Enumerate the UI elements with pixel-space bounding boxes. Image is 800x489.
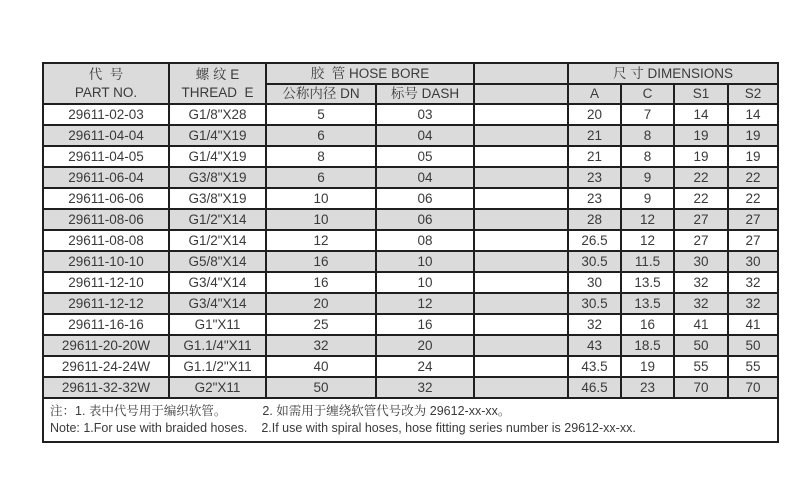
cell-dash: 24 — [376, 356, 474, 377]
cell-part-no: 29611-02-03 — [43, 104, 169, 125]
cell-dim-c: 8 — [621, 146, 674, 167]
cell-dn: 12 — [266, 230, 376, 251]
cell-dim-a: 46.5 — [568, 377, 621, 398]
cell-dn: 6 — [266, 125, 376, 146]
cell-dn: 5 — [266, 104, 376, 125]
note-zh-2: 2. 如需用于缠绕软管代号改为 29612-xx-xx。 — [262, 403, 511, 418]
cell-dim-s1: 22 — [674, 167, 728, 188]
header-dim-s1: S1 — [674, 84, 728, 104]
cell-dim-s1: 27 — [674, 230, 728, 251]
cell-part-no: 29611-08-06 — [43, 209, 169, 230]
cell-dn: 8 — [266, 146, 376, 167]
cell-blank — [474, 272, 568, 293]
cell-blank — [474, 209, 568, 230]
cell-dn: 16 — [266, 272, 376, 293]
cell-dim-s1: 41 — [674, 314, 728, 335]
cell-dim-s1: 14 — [674, 104, 728, 125]
cell-blank — [474, 377, 568, 398]
cell-dim-a: 21 — [568, 125, 621, 146]
cell-thread: G3/8"X19 — [169, 188, 266, 209]
cell-dim-s1: 50 — [674, 335, 728, 356]
table-row — [43, 293, 778, 314]
header-dim-c: C — [621, 84, 674, 104]
table-row — [43, 230, 778, 251]
cell-part-no: 29611-24-24W — [43, 356, 169, 377]
cell-dim-s2: 27 — [728, 209, 778, 230]
cell-thread: G3/8"X19 — [169, 167, 266, 188]
cell-blank — [474, 104, 568, 125]
cell-dn: 20 — [266, 293, 376, 314]
cell-dim-a: 28 — [568, 209, 621, 230]
cell-blank — [474, 335, 568, 356]
table-header — [43, 63, 778, 104]
cell-blank — [474, 125, 568, 146]
cell-blank — [474, 251, 568, 272]
cell-dn: 50 — [266, 377, 376, 398]
cell-dash: 06 — [376, 188, 474, 209]
cell-dim-s2: 22 — [728, 167, 778, 188]
cell-dim-c: 13.5 — [621, 272, 674, 293]
cell-dim-s1: 32 — [674, 272, 728, 293]
cell-thread: G1/2"X14 — [169, 230, 266, 251]
table-body — [43, 104, 778, 398]
cell-dim-s2: 14 — [728, 104, 778, 125]
cell-dash: 10 — [376, 272, 474, 293]
cell-dash: 32 — [376, 377, 474, 398]
table-row — [43, 125, 778, 146]
cell-dash: 20 — [376, 335, 474, 356]
cell-thread: G1.1/4"X11 — [169, 335, 266, 356]
cell-blank — [474, 314, 568, 335]
table-row — [43, 209, 778, 230]
cell-dim-c: 16 — [621, 314, 674, 335]
table-row — [43, 272, 778, 293]
cell-thread: G1.1/2"X11 — [169, 356, 266, 377]
header-dim-s2: S2 — [728, 84, 778, 104]
header-part-no-zh: 代 号 — [88, 66, 124, 82]
cell-dn: 6 — [266, 167, 376, 188]
cell-part-no: 29611-04-05 — [43, 146, 169, 167]
cell-dim-c: 11.5 — [621, 251, 674, 272]
cell-blank — [474, 146, 568, 167]
notes-cell — [43, 398, 778, 442]
header-thread-en: THREAD E — [181, 84, 254, 100]
cell-blank — [474, 356, 568, 377]
cell-part-no: 29611-12-12 — [43, 293, 169, 314]
cell-dim-a: 32 — [568, 314, 621, 335]
header-hose-bore-group: 胶 管 HOSE BORE — [266, 63, 474, 84]
table-row — [43, 335, 778, 356]
cell-part-no: 29611-12-10 — [43, 272, 169, 293]
cell-part-no: 29611-20-20W — [43, 335, 169, 356]
cell-dim-s1: 27 — [674, 209, 728, 230]
cell-dim-c: 9 — [621, 188, 674, 209]
spec-table — [42, 62, 779, 443]
cell-dn: 25 — [266, 314, 376, 335]
cell-blank — [474, 293, 568, 314]
cell-dim-a: 20 — [568, 104, 621, 125]
cell-dim-c: 9 — [621, 167, 674, 188]
cell-dim-c: 23 — [621, 377, 674, 398]
cell-dim-c: 18.5 — [621, 335, 674, 356]
note-line-en — [50, 420, 771, 438]
cell-dim-a: 43.5 — [568, 356, 621, 377]
note-en-2: 2.If use with spiral hoses, hose fitting series number is 29612-xx-xx. — [261, 421, 636, 435]
table-row — [43, 167, 778, 188]
cell-dim-s1: 22 — [674, 188, 728, 209]
note-en-1: Note: 1.For use with braided hoses. — [50, 421, 248, 435]
table-row — [43, 104, 778, 125]
table-footer — [43, 398, 778, 442]
cell-thread: G5/8"X14 — [169, 251, 266, 272]
cell-dim-c: 12 — [621, 209, 674, 230]
cell-dim-c: 13.5 — [621, 293, 674, 314]
header-dimensions-group: 尺 寸 DIMENSIONS — [568, 63, 778, 84]
cell-dim-s1: 70 — [674, 377, 728, 398]
cell-dim-c: 7 — [621, 104, 674, 125]
cell-dash: 08 — [376, 230, 474, 251]
cell-dim-a: 21 — [568, 146, 621, 167]
cell-thread: G1/2"X14 — [169, 209, 266, 230]
header-part-no — [43, 63, 169, 104]
cell-dim-s2: 41 — [728, 314, 778, 335]
cell-thread: G1/8"X28 — [169, 104, 266, 125]
table-row — [43, 188, 778, 209]
cell-dn: 10 — [266, 188, 376, 209]
cell-dash: 03 — [376, 104, 474, 125]
cell-thread: G1/4"X19 — [169, 146, 266, 167]
table-row — [43, 356, 778, 377]
cell-dim-s2: 27 — [728, 230, 778, 251]
cell-dim-a: 43 — [568, 335, 621, 356]
cell-dn: 40 — [266, 356, 376, 377]
header-thread-zh: 螺 纹 E — [195, 66, 240, 82]
cell-dn: 10 — [266, 209, 376, 230]
cell-dn: 16 — [266, 251, 376, 272]
header-dim-a: A — [568, 84, 621, 104]
cell-blank — [474, 167, 568, 188]
cell-dim-s1: 19 — [674, 146, 728, 167]
header-blank-top — [474, 63, 568, 84]
table-row — [43, 377, 778, 398]
cell-part-no: 29611-16-16 — [43, 314, 169, 335]
cell-part-no: 29611-06-06 — [43, 188, 169, 209]
note-zh-1: 注：1. 表中代号用于编织软管。 — [50, 403, 227, 418]
cell-dim-s2: 32 — [728, 293, 778, 314]
cell-part-no: 29611-06-04 — [43, 167, 169, 188]
header-dn: 公称内径 DN — [266, 84, 376, 104]
cell-part-no: 29611-04-04 — [43, 125, 169, 146]
cell-dash: 16 — [376, 314, 474, 335]
cell-part-no: 29611-32-32W — [43, 377, 169, 398]
cell-dim-c: 12 — [621, 230, 674, 251]
cell-dim-c: 19 — [621, 356, 674, 377]
cell-dim-s2: 55 — [728, 356, 778, 377]
cell-dim-a: 30 — [568, 272, 621, 293]
cell-dash: 12 — [376, 293, 474, 314]
cell-dash: 05 — [376, 146, 474, 167]
cell-dim-s1: 32 — [674, 293, 728, 314]
cell-dim-s2: 19 — [728, 125, 778, 146]
notes-row — [43, 398, 778, 442]
cell-thread: G3/4"X14 — [169, 272, 266, 293]
cell-dim-a: 26.5 — [568, 230, 621, 251]
cell-dim-s2: 19 — [728, 146, 778, 167]
cell-dn: 32 — [266, 335, 376, 356]
cell-thread: G1/4"X19 — [169, 125, 266, 146]
cell-dash: 04 — [376, 167, 474, 188]
table-row — [43, 314, 778, 335]
header-thread — [169, 63, 266, 104]
cell-dim-c: 8 — [621, 125, 674, 146]
cell-dim-a: 23 — [568, 167, 621, 188]
cell-dim-s2: 22 — [728, 188, 778, 209]
cell-dash: 06 — [376, 209, 474, 230]
table-row — [43, 251, 778, 272]
cell-dim-s1: 30 — [674, 251, 728, 272]
cell-dim-s1: 19 — [674, 125, 728, 146]
cell-dim-s2: 30 — [728, 251, 778, 272]
cell-dim-a: 23 — [568, 188, 621, 209]
cell-blank — [474, 230, 568, 251]
cell-part-no: 29611-08-08 — [43, 230, 169, 251]
cell-dim-s1: 55 — [674, 356, 728, 377]
table-row — [43, 146, 778, 167]
header-dash: 标号 DASH — [376, 84, 474, 104]
cell-dim-a: 30.5 — [568, 251, 621, 272]
header-part-no-en: PART NO. — [74, 84, 138, 100]
cell-part-no: 29611-10-10 — [43, 251, 169, 272]
header-blank-bottom — [474, 84, 568, 104]
cell-dim-a: 30.5 — [568, 293, 621, 314]
cell-blank — [474, 188, 568, 209]
cell-thread: G2"X11 — [169, 377, 266, 398]
cell-dim-s2: 70 — [728, 377, 778, 398]
cell-dash: 04 — [376, 125, 474, 146]
header-row-groups — [43, 63, 778, 84]
cell-dim-s2: 50 — [728, 335, 778, 356]
cell-dim-s2: 32 — [728, 272, 778, 293]
cell-dash: 10 — [376, 251, 474, 272]
cell-thread: G1"X11 — [169, 314, 266, 335]
cell-thread: G3/4"X14 — [169, 293, 266, 314]
note-line-zh — [50, 403, 771, 421]
